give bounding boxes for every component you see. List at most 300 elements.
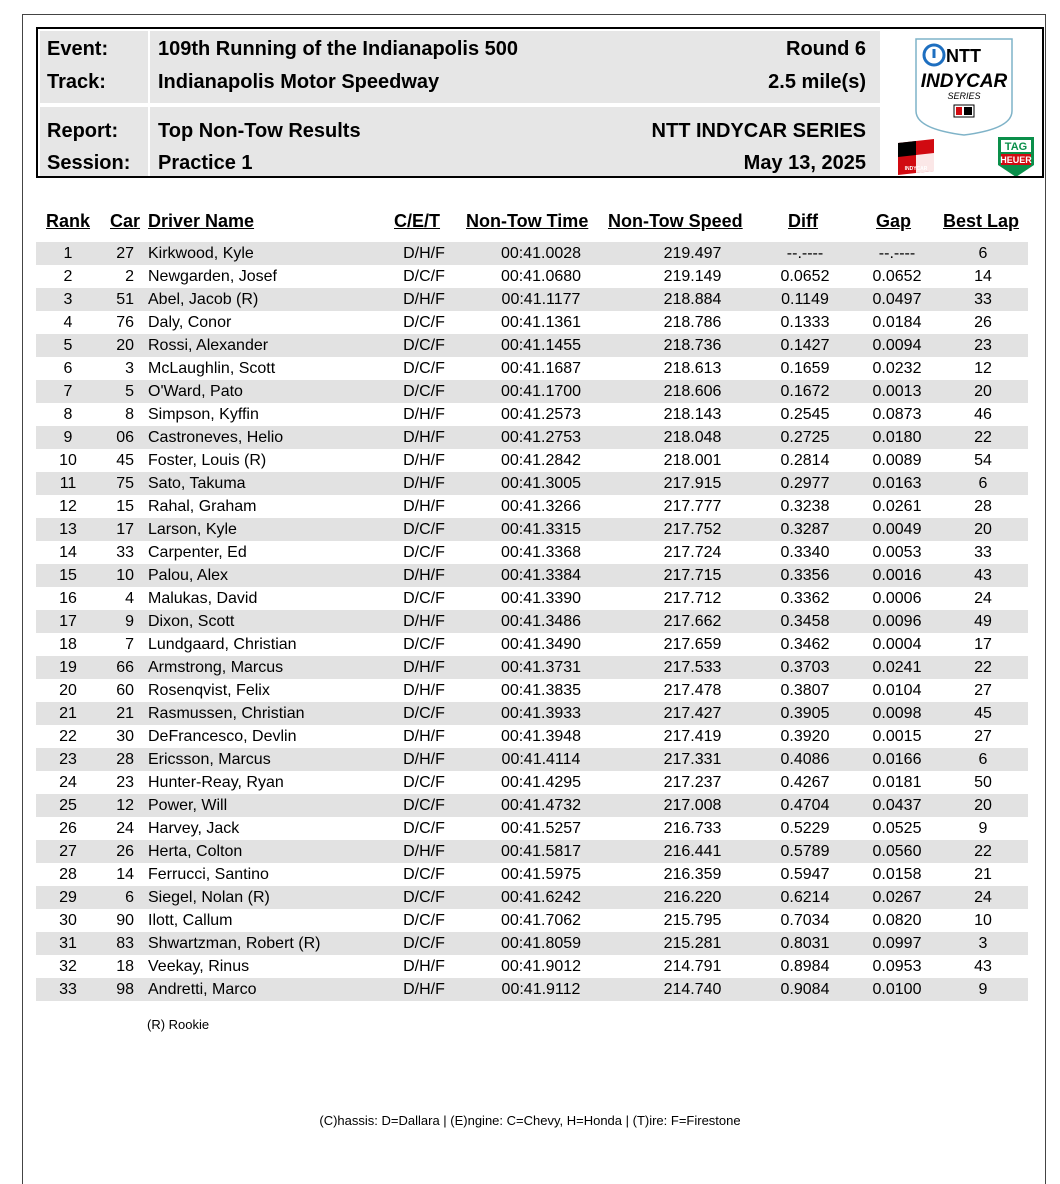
speed-cell: 217.915 xyxy=(663,475,722,492)
table-row xyxy=(36,449,1028,472)
car-cell: 10 xyxy=(116,567,134,584)
driver-cell: DeFrancesco, Devlin xyxy=(148,728,297,745)
gap-cell: 0.0437 xyxy=(872,797,922,814)
time-cell: 00:41.3315 xyxy=(500,521,582,538)
speed-cell: 218.001 xyxy=(663,452,722,469)
time-cell: 00:41.5817 xyxy=(500,843,582,860)
car-cell: 15 xyxy=(116,498,134,515)
track-length: 2.5 mile(s) xyxy=(768,71,866,93)
table-row xyxy=(36,932,1028,955)
cet-cell: D/C/F xyxy=(403,544,445,561)
driver-cell: O'Ward, Pato xyxy=(148,383,243,400)
best-lap-cell: 9 xyxy=(978,820,988,837)
time-cell: 00:41.7062 xyxy=(500,912,582,929)
car-cell: 14 xyxy=(116,866,134,883)
report-value: Top Non-Tow Results xyxy=(158,120,361,142)
diff-cell: 0.1427 xyxy=(780,337,830,354)
speed-cell: 218.786 xyxy=(663,314,722,331)
speed-cell: 219.149 xyxy=(663,268,722,285)
driver-cell: Siegel, Nolan (R) xyxy=(148,889,270,906)
time-cell: 00:41.2753 xyxy=(500,429,582,446)
best-lap-cell: 20 xyxy=(974,521,992,538)
cet-cell: D/H/F xyxy=(403,498,445,515)
driver-cell: Lundgaard, Christian xyxy=(148,636,297,653)
best-lap-cell: 28 xyxy=(974,498,992,515)
cet-cell: D/H/F xyxy=(403,751,445,768)
rookie-note: (R) Rookie xyxy=(147,1017,210,1032)
car-cell: 06 xyxy=(116,429,134,446)
speed-cell: 216.441 xyxy=(663,843,722,860)
gap-cell: 0.0261 xyxy=(872,498,922,515)
diff-cell: 0.3238 xyxy=(780,498,830,515)
table-row xyxy=(36,909,1028,932)
rank-cell: 22 xyxy=(59,728,77,745)
gap-cell: 0.0104 xyxy=(872,682,922,699)
speed-cell: 217.478 xyxy=(663,682,722,699)
col-cet: C/E/T xyxy=(394,211,441,231)
table-row xyxy=(36,288,1028,311)
gap-cell: 0.0166 xyxy=(872,751,922,768)
gap-cell: 0.0004 xyxy=(872,636,922,653)
gap-cell: 0.0006 xyxy=(872,590,922,607)
gap-cell: 0.0181 xyxy=(872,774,922,791)
diff-cell: 0.8984 xyxy=(780,958,830,975)
time-cell: 00:41.3005 xyxy=(500,475,582,492)
time-cell: 00:41.1177 xyxy=(501,291,581,308)
series-name: NTT INDYCAR SERIES xyxy=(651,120,866,142)
results-table xyxy=(36,242,1028,1001)
rank-cell: 28 xyxy=(59,866,77,883)
speed-cell: 216.359 xyxy=(663,866,722,883)
time-cell: 00:41.3731 xyxy=(500,659,582,676)
rank-cell: 17 xyxy=(59,613,77,630)
best-lap-cell: 20 xyxy=(974,383,992,400)
table-row xyxy=(36,702,1028,725)
col-rank: Rank xyxy=(46,211,91,231)
cet-cell: D/H/F xyxy=(403,452,445,469)
diff-cell: --.---- xyxy=(786,245,824,262)
car-cell: 5 xyxy=(125,383,134,400)
speed-cell: 217.715 xyxy=(663,567,722,584)
diff-cell: 0.3920 xyxy=(780,728,830,745)
tag-heuer-logo xyxy=(998,137,1034,176)
gap-cell: 0.0094 xyxy=(872,337,922,354)
time-cell: 00:41.3948 xyxy=(500,728,582,745)
gap-cell: 0.0180 xyxy=(872,429,922,446)
car-cell: 90 xyxy=(116,912,134,929)
best-lap-cell: 21 xyxy=(974,866,992,883)
cet-cell: D/H/F xyxy=(403,728,445,745)
car-cell: 2 xyxy=(125,268,134,285)
car-cell: 3 xyxy=(125,360,134,377)
diff-cell: 0.9084 xyxy=(780,981,830,998)
gap-cell: 0.0997 xyxy=(872,935,922,952)
track-label: Track: xyxy=(47,71,106,93)
gap-cell: 0.0525 xyxy=(872,820,922,837)
driver-cell: Kirkwood, Kyle xyxy=(148,245,254,262)
rank-cell: 14 xyxy=(59,544,77,561)
col-driver: Driver Name xyxy=(148,211,255,231)
diff-cell: 0.2977 xyxy=(780,475,830,492)
session-label: Session: xyxy=(47,152,131,174)
diff-cell: 0.5947 xyxy=(780,866,830,883)
table-row xyxy=(36,265,1028,288)
table-row xyxy=(36,679,1028,702)
diff-cell: 0.3462 xyxy=(780,636,830,653)
diff-cell: 0.3362 xyxy=(780,590,830,607)
table-row xyxy=(36,794,1028,817)
best-lap-cell: 20 xyxy=(974,797,992,814)
table-row xyxy=(36,495,1028,518)
speed-cell: 216.220 xyxy=(663,889,722,906)
car-cell: 45 xyxy=(116,452,134,469)
rank-cell: 30 xyxy=(59,912,77,929)
rank-cell: 24 xyxy=(59,774,77,791)
time-cell: 00:41.9012 xyxy=(500,958,582,975)
best-lap-cell: 14 xyxy=(974,268,992,285)
diff-cell: 0.7034 xyxy=(780,912,830,929)
driver-cell: Power, Will xyxy=(148,797,228,814)
col-speed: Non-Tow Speed xyxy=(608,211,743,231)
speed-cell: 215.281 xyxy=(663,935,722,952)
table-row xyxy=(36,863,1028,886)
best-lap-cell: 33 xyxy=(974,544,992,561)
col-gap: Gap xyxy=(876,211,912,231)
best-lap-cell: 12 xyxy=(974,360,992,377)
cet-cell: D/H/F xyxy=(403,613,445,630)
rank-cell: 20 xyxy=(59,682,77,699)
car-cell: 98 xyxy=(116,981,134,998)
time-cell: 00:41.3933 xyxy=(500,705,582,722)
time-cell: 00:41.5257 xyxy=(500,820,582,837)
speed-cell: 214.740 xyxy=(663,981,722,998)
speed-cell: 215.795 xyxy=(663,912,722,929)
rank-cell: 25 xyxy=(59,797,77,814)
col-time: Non-Tow Time xyxy=(466,211,589,231)
best-lap-cell: 22 xyxy=(974,843,992,860)
diff-cell: 0.6214 xyxy=(780,889,830,906)
best-lap-cell: 6 xyxy=(978,245,988,262)
table-row xyxy=(36,403,1028,426)
driver-cell: Palou, Alex xyxy=(148,567,229,584)
car-cell: 26 xyxy=(116,843,134,860)
rank-cell: 3 xyxy=(63,291,73,308)
session-date: May 13, 2025 xyxy=(743,152,866,174)
driver-cell: Harvey, Jack xyxy=(148,820,240,837)
table-row xyxy=(36,311,1028,334)
time-cell: 00:41.3266 xyxy=(500,498,582,515)
best-lap-cell: 23 xyxy=(974,337,992,354)
table-row xyxy=(36,472,1028,495)
cet-cell: D/H/F xyxy=(403,958,445,975)
speed-cell: 217.331 xyxy=(663,751,722,768)
car-cell: 17 xyxy=(116,521,134,538)
gap-cell: 0.0053 xyxy=(872,544,922,561)
best-lap-cell: 49 xyxy=(974,613,992,630)
table-row xyxy=(36,334,1028,357)
diff-cell: 0.4267 xyxy=(780,774,830,791)
speed-cell: 219.497 xyxy=(663,245,722,262)
cet-cell: D/C/F xyxy=(403,268,445,285)
driver-cell: McLaughlin, Scott xyxy=(148,360,276,377)
diff-cell: 0.1672 xyxy=(780,383,830,400)
rank-cell: 13 xyxy=(59,521,77,538)
session-value: Practice 1 xyxy=(158,152,253,174)
gap-cell: 0.0873 xyxy=(872,406,922,423)
time-cell: 00:41.3835 xyxy=(500,682,582,699)
time-cell: 00:41.1361 xyxy=(500,314,582,331)
cet-cell: D/H/F xyxy=(403,843,445,860)
time-cell: 00:41.8059 xyxy=(500,935,582,952)
driver-cell: Shwartzman, Robert (R) xyxy=(148,935,321,952)
speed-cell: 217.777 xyxy=(663,498,722,515)
rank-cell: 23 xyxy=(59,751,77,768)
cet-cell: D/C/F xyxy=(403,820,445,837)
rank-cell: 32 xyxy=(59,958,77,975)
cet-cell: D/C/F xyxy=(403,889,445,906)
driver-cell: Carpenter, Ed xyxy=(148,544,247,561)
indycar-small-text: INDYCAR xyxy=(904,166,928,172)
speed-cell: 218.884 xyxy=(663,291,722,308)
table-row xyxy=(36,955,1028,978)
car-cell: 76 xyxy=(116,314,134,331)
time-cell: 00:41.5975 xyxy=(500,866,582,883)
speed-cell: 217.659 xyxy=(663,636,722,653)
table-row xyxy=(36,748,1028,771)
gap-cell: 0.0497 xyxy=(872,291,922,308)
rank-cell: 6 xyxy=(63,360,73,377)
speed-cell: 218.606 xyxy=(663,383,722,400)
table-row xyxy=(36,518,1028,541)
diff-cell: 0.3340 xyxy=(780,544,830,561)
speed-cell: 218.613 xyxy=(663,360,722,377)
best-lap-cell: 3 xyxy=(978,935,988,952)
cet-cell: D/H/F xyxy=(403,567,445,584)
rank-cell: 2 xyxy=(63,268,73,285)
car-cell: 8 xyxy=(125,406,134,423)
cet-cell: D/C/F xyxy=(403,360,445,377)
gap-cell: --.---- xyxy=(878,245,916,262)
table-row xyxy=(36,587,1028,610)
time-cell: 00:41.3390 xyxy=(500,590,582,607)
best-lap-cell: 9 xyxy=(978,981,988,998)
table-row xyxy=(36,564,1028,587)
rank-cell: 18 xyxy=(59,636,77,653)
car-cell: 75 xyxy=(116,475,134,492)
time-cell: 00:41.3486 xyxy=(500,613,582,630)
gap-cell: 0.0232 xyxy=(872,360,922,377)
time-cell: 00:41.2573 xyxy=(500,406,582,423)
speed-cell: 217.008 xyxy=(663,797,722,814)
diff-cell: 0.2545 xyxy=(780,406,830,423)
time-cell: 00:41.4114 xyxy=(501,751,581,768)
car-cell: 23 xyxy=(116,774,134,791)
diff-cell: 0.1659 xyxy=(780,360,830,377)
driver-cell: Malukas, David xyxy=(148,590,258,607)
gap-cell: 0.0089 xyxy=(872,452,922,469)
diff-cell: 0.4704 xyxy=(780,797,830,814)
gap-cell: 0.0241 xyxy=(872,659,922,676)
driver-cell: Rasmussen, Christian xyxy=(148,705,305,722)
rank-cell: 7 xyxy=(63,383,73,400)
gap-cell: 0.0016 xyxy=(872,567,922,584)
time-cell: 00:41.0680 xyxy=(500,268,582,285)
rank-cell: 12 xyxy=(59,498,77,515)
indycar-text: INDYCAR xyxy=(920,71,1008,92)
speed-cell: 217.752 xyxy=(663,521,722,538)
cet-cell: D/H/F xyxy=(403,682,445,699)
rank-cell: 19 xyxy=(59,659,77,676)
legend-footer: (C)hassis: D=Dallara | (E)ngine: C=Chevy, H=Honda | (T)ire: F=Firestone xyxy=(319,1113,741,1128)
table-row xyxy=(36,656,1028,679)
speed-cell: 217.533 xyxy=(663,659,722,676)
gap-cell: 0.0652 xyxy=(872,268,922,285)
col-diff: Diff xyxy=(788,211,818,231)
car-cell: 66 xyxy=(116,659,134,676)
rank-cell: 27 xyxy=(59,843,77,860)
best-lap-cell: 22 xyxy=(974,429,992,446)
car-cell: 30 xyxy=(116,728,134,745)
best-lap-cell: 33 xyxy=(974,291,992,308)
time-cell: 00:41.2842 xyxy=(500,452,582,469)
driver-cell: Castroneves, Helio xyxy=(148,429,284,446)
rank-cell: 8 xyxy=(63,406,73,423)
table-row xyxy=(36,380,1028,403)
car-cell: 33 xyxy=(116,544,134,561)
time-cell: 00:41.4295 xyxy=(500,774,582,791)
best-lap-cell: 27 xyxy=(974,682,992,699)
time-cell: 00:41.0028 xyxy=(500,245,582,262)
driver-cell: Ferrucci, Santino xyxy=(148,866,269,883)
time-cell: 00:41.6242 xyxy=(500,889,582,906)
best-lap-cell: 43 xyxy=(974,567,992,584)
diff-cell: 0.3356 xyxy=(780,567,830,584)
time-cell: 00:41.4732 xyxy=(500,797,582,814)
gap-cell: 0.0100 xyxy=(872,981,922,998)
time-cell: 00:41.3490 xyxy=(500,636,582,653)
rank-cell: 11 xyxy=(59,475,77,492)
best-lap-cell: 50 xyxy=(974,774,992,791)
best-lap-cell: 46 xyxy=(974,406,992,423)
rank-cell: 16 xyxy=(59,590,77,607)
table-row xyxy=(36,725,1028,748)
cet-cell: D/H/F xyxy=(403,981,445,998)
table-row xyxy=(36,840,1028,863)
cet-cell: D/C/F xyxy=(403,636,445,653)
cet-cell: D/C/F xyxy=(403,521,445,538)
speed-cell: 217.237 xyxy=(663,774,722,791)
time-cell: 00:41.1455 xyxy=(500,337,582,354)
rank-cell: 29 xyxy=(59,889,77,906)
diff-cell: 0.3458 xyxy=(780,613,830,630)
time-cell: 00:41.9112 xyxy=(501,981,581,998)
table-row xyxy=(36,357,1028,380)
gap-cell: 0.0049 xyxy=(872,521,922,538)
time-cell: 00:41.1700 xyxy=(500,383,582,400)
cet-cell: D/H/F xyxy=(403,406,445,423)
rank-cell: 31 xyxy=(59,935,77,952)
table-row xyxy=(36,610,1028,633)
report-header xyxy=(36,27,1044,178)
cet-cell: D/H/F xyxy=(403,291,445,308)
table-row xyxy=(36,771,1028,794)
event-value: 109th Running of the Indianapolis 500 xyxy=(158,38,519,60)
cet-cell: D/C/F xyxy=(403,866,445,883)
speed-cell: 214.791 xyxy=(663,958,722,975)
driver-cell: Sato, Takuma xyxy=(148,475,246,492)
diff-cell: 0.2814 xyxy=(780,452,830,469)
rank-cell: 26 xyxy=(59,820,77,837)
cet-cell: D/C/F xyxy=(403,705,445,722)
logos-svg xyxy=(884,31,1042,176)
best-lap-cell: 54 xyxy=(974,452,992,469)
rank-cell: 33 xyxy=(59,981,77,998)
speed-cell: 217.662 xyxy=(663,613,722,630)
driver-cell: Larson, Kyle xyxy=(148,521,237,538)
ntt-text: NTT xyxy=(946,46,981,66)
gap-cell: 0.0953 xyxy=(872,958,922,975)
rank-cell: 1 xyxy=(63,245,73,262)
car-cell: 9 xyxy=(125,613,134,630)
col-best-lap: Best Lap xyxy=(943,211,1020,231)
table-row xyxy=(36,886,1028,909)
round: Round 6 xyxy=(786,38,866,60)
speed-cell: 217.712 xyxy=(663,590,722,607)
driver-cell: Armstrong, Marcus xyxy=(148,659,284,676)
track-value: Indianapolis Motor Speedway xyxy=(158,71,440,93)
driver-cell: Rosenqvist, Felix xyxy=(148,682,270,699)
car-cell: 83 xyxy=(116,935,134,952)
cet-cell: D/C/F xyxy=(403,337,445,354)
time-cell: 00:41.3368 xyxy=(500,544,582,561)
diff-cell: 0.3703 xyxy=(780,659,830,676)
best-lap-cell: 26 xyxy=(974,314,992,331)
best-lap-cell: 6 xyxy=(978,475,988,492)
ntt-indycar-logo xyxy=(916,39,1012,135)
best-lap-cell: 17 xyxy=(974,636,992,653)
rank-cell: 21 xyxy=(59,705,77,722)
table-row xyxy=(36,541,1028,564)
driver-cell: Ericsson, Marcus xyxy=(148,751,271,768)
driver-cell: Newgarden, Josef xyxy=(148,268,277,285)
driver-cell: Andretti, Marco xyxy=(148,981,257,998)
gap-cell: 0.0096 xyxy=(872,613,922,630)
best-lap-cell: 24 xyxy=(974,889,992,906)
diff-cell: 0.1333 xyxy=(780,314,830,331)
rank-cell: 15 xyxy=(59,567,77,584)
speed-cell: 218.736 xyxy=(663,337,722,354)
logo-area xyxy=(884,31,1042,176)
car-cell: 24 xyxy=(116,820,134,837)
diff-cell: 0.0652 xyxy=(780,268,830,285)
diff-cell: 0.3807 xyxy=(780,682,830,699)
series-text: SERIES xyxy=(947,91,981,101)
diff-cell: 0.3287 xyxy=(780,521,830,538)
table-row xyxy=(36,242,1028,265)
best-lap-cell: 24 xyxy=(974,590,992,607)
col-car: Car xyxy=(110,211,141,231)
tag-text: TAG xyxy=(1004,141,1028,153)
diff-cell: 0.1149 xyxy=(781,291,829,308)
cet-cell: D/C/F xyxy=(403,912,445,929)
table-row xyxy=(36,426,1028,449)
rank-cell: 4 xyxy=(63,314,73,331)
driver-cell: Hunter-Reay, Ryan xyxy=(148,774,284,791)
diff-cell: 0.8031 xyxy=(780,935,830,952)
best-lap-cell: 22 xyxy=(974,659,992,676)
speed-cell: 218.048 xyxy=(663,429,722,446)
car-cell: 60 xyxy=(116,682,134,699)
